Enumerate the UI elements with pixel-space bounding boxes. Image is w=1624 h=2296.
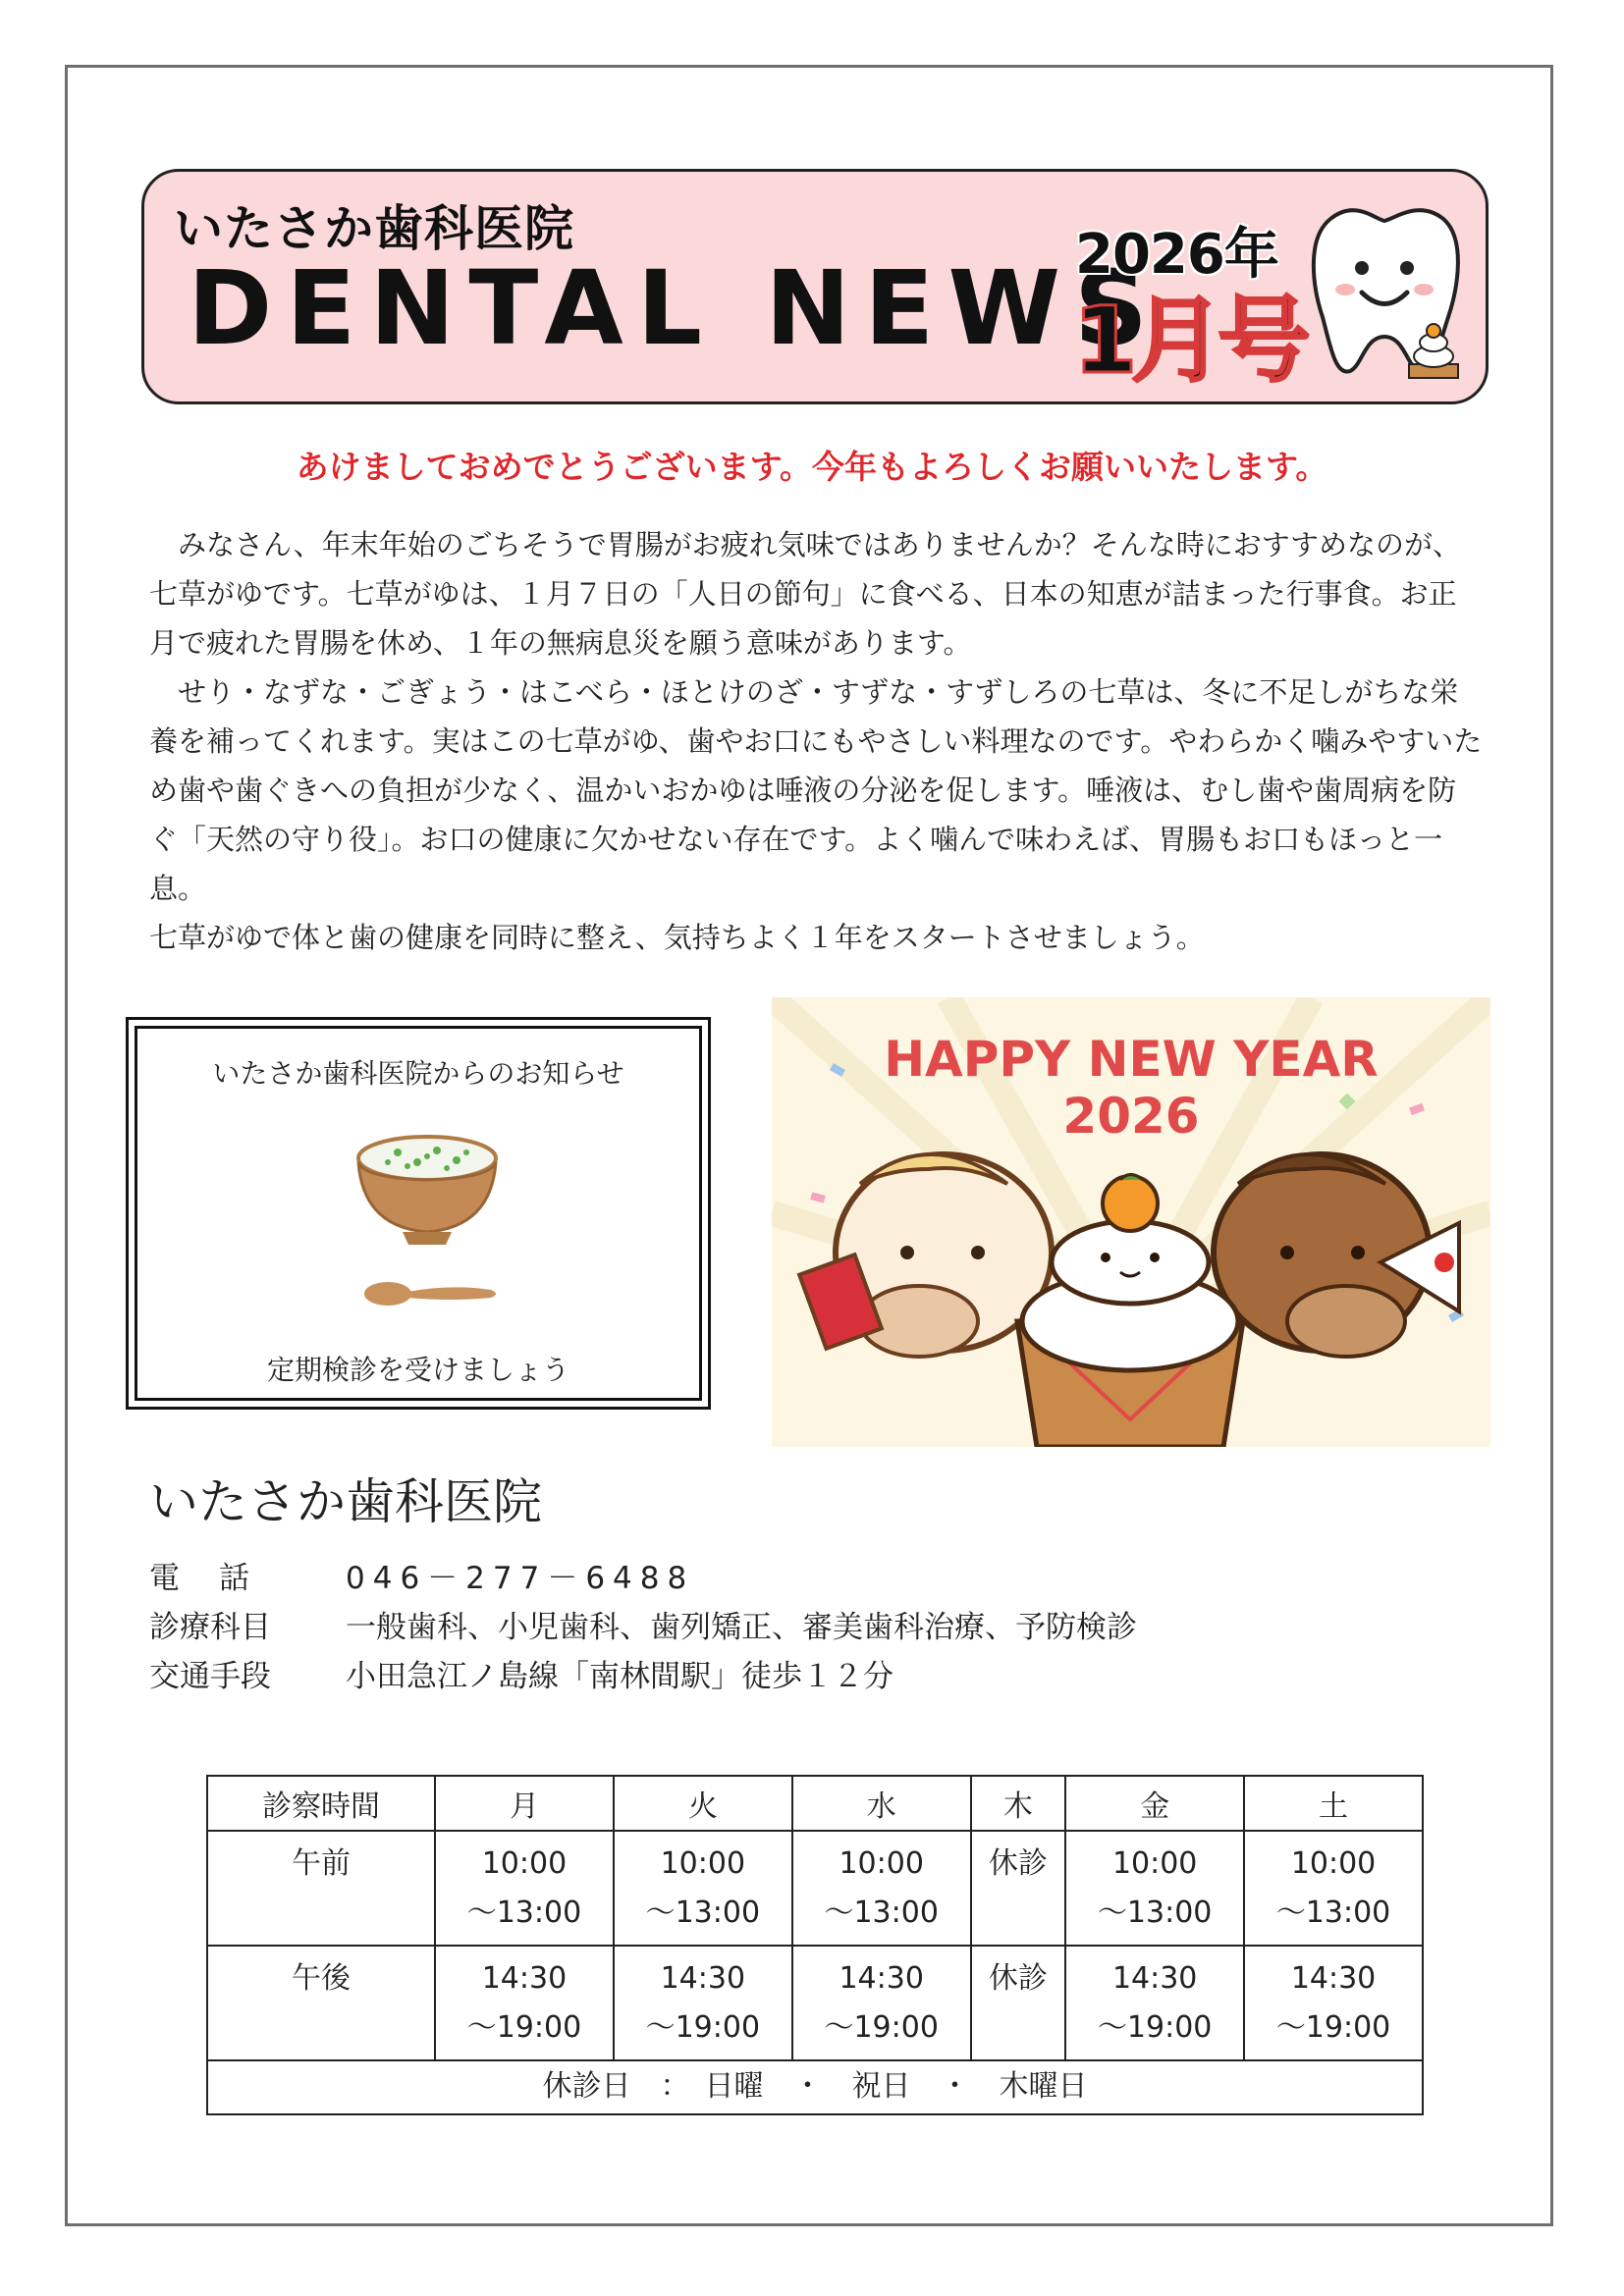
schedule-header-cell: 火 xyxy=(614,1776,792,1831)
schedule-cell: 14:30 ～19:00 xyxy=(614,1946,792,2060)
article-body xyxy=(149,520,1485,962)
article-paragraph: みなさん、年末年始のごちそうで胃腸がお疲れ気味ではありませんか？そんな時におすすめなのが、七草がゆです。七草がゆは、１月７日の「人日の節句」に食べる、日本の知恵が詰まった行事食。お正月で疲れた胃腸を休め、１年の無病息災を願う意味があります。 xyxy=(149,528,1462,660)
header-banner xyxy=(141,169,1489,404)
illustration-year: 2026 xyxy=(1062,1088,1200,1145)
info-dept-row xyxy=(149,1602,1137,1646)
illustration-headline: HAPPY NEW YEAR xyxy=(884,1031,1379,1088)
phone-label: 電話 xyxy=(149,1561,289,1596)
new-year-greeting: あけましておめでとうございます。今年もよろしくお願いいたします。 xyxy=(296,448,1328,486)
schedule-cell: 10:00 ～13:00 xyxy=(1244,1831,1423,1946)
clinic-name: いたさか歯科医院 xyxy=(149,1473,542,1530)
schedule-header-cell: 水 xyxy=(792,1776,971,1831)
article-paragraph: 七草がゆで体と歯の健康を同時に整え、気持ちよく１年をスタートさせましょう。 xyxy=(149,921,1205,954)
schedule-row-label: 午前 xyxy=(207,1831,435,1946)
happy-new-year-illustration xyxy=(772,997,1490,1447)
schedule-cell: 10:00 ～13:00 xyxy=(614,1831,792,1946)
info-phone-row xyxy=(149,1553,694,1597)
rice-porridge-bowl-icon xyxy=(344,1119,511,1315)
phone-number[interactable]: 046－277－6488 xyxy=(346,1561,695,1596)
newsletter-title: DENTAL NEWS xyxy=(188,248,1162,368)
tooth-mascot-icon xyxy=(1301,199,1468,386)
header-clinic-name: いたさか歯科医院 xyxy=(174,200,574,257)
schedule-cell: 14:30 ～19:00 xyxy=(792,1946,971,2060)
issue-month: 1月号 xyxy=(1073,288,1305,395)
notice-box-inner xyxy=(135,1026,702,1401)
schedule-header-cell: 金 xyxy=(1065,1776,1244,1831)
article-paragraph: せり・なずな・ごぎょう・はこべら・ほとけのざ・すずな・すずしろの七草は、冬に不足しがちな栄養を補ってくれます。実はこの七草がゆ、歯やお口にもやさしい料理なのです。やわらかく噛みやすいため歯や歯ぐきへの負担が少なく、温かいおかゆは唾液の分泌を促します。唾液は、むし歯や歯周病を防ぐ「天然の守り役」。お口の健康に欠かせない存在です。よく噛んで味わえば、胃腸もお口もほっと一息。 xyxy=(149,675,1483,905)
schedule-row-label: 午後 xyxy=(207,1946,435,2060)
notice-box xyxy=(126,1017,711,1410)
notice-caption: 定期検診を受けましょう xyxy=(266,1354,569,1386)
schedule-header-cell: 木 xyxy=(971,1776,1066,1831)
schedule-row-afternoon xyxy=(207,1946,1423,2060)
schedule-closed-row xyxy=(207,2060,1423,2114)
dept-value: 一般歯科、小児歯科、歯列矯正、審美歯科治療、予防検診 xyxy=(346,1610,1137,1645)
schedule-header-cell: 土 xyxy=(1244,1776,1423,1831)
dept-label: 診療科目 xyxy=(149,1610,271,1645)
schedule-header-cell: 診察時間 xyxy=(207,1776,435,1831)
issue-year: 2026年 xyxy=(1075,223,1278,287)
schedule-cell: 14:30 ～19:00 xyxy=(435,1946,614,2060)
closed-days: 休診日 ： 日曜 ・ 祝日 ・ 木曜日 xyxy=(207,2060,1423,2114)
info-access-row xyxy=(149,1651,893,1695)
schedule-cell: 10:00 ～13:00 xyxy=(435,1831,614,1946)
schedule-cell: 14:30 ～19:00 xyxy=(1244,1946,1423,2060)
schedule-cell: 休診 xyxy=(971,1946,1066,2060)
schedule-table xyxy=(206,1775,1424,2115)
notice-title: いたさか歯科医院からのお知らせ xyxy=(212,1057,624,1090)
schedule-cell: 休診 xyxy=(971,1831,1066,1946)
schedule-cell: 10:00 ～13:00 xyxy=(1065,1831,1244,1946)
schedule-cell: 14:30 ～19:00 xyxy=(1065,1946,1244,2060)
schedule-header-row xyxy=(207,1776,1423,1831)
schedule-cell: 10:00 ～13:00 xyxy=(792,1831,971,1946)
access-label: 交通手段 xyxy=(149,1659,271,1694)
schedule-header-cell: 月 xyxy=(435,1776,614,1831)
access-value: 小田急江ノ島線「南林間駅」徒歩１２分 xyxy=(346,1659,893,1694)
schedule-row-morning xyxy=(207,1831,1423,1946)
